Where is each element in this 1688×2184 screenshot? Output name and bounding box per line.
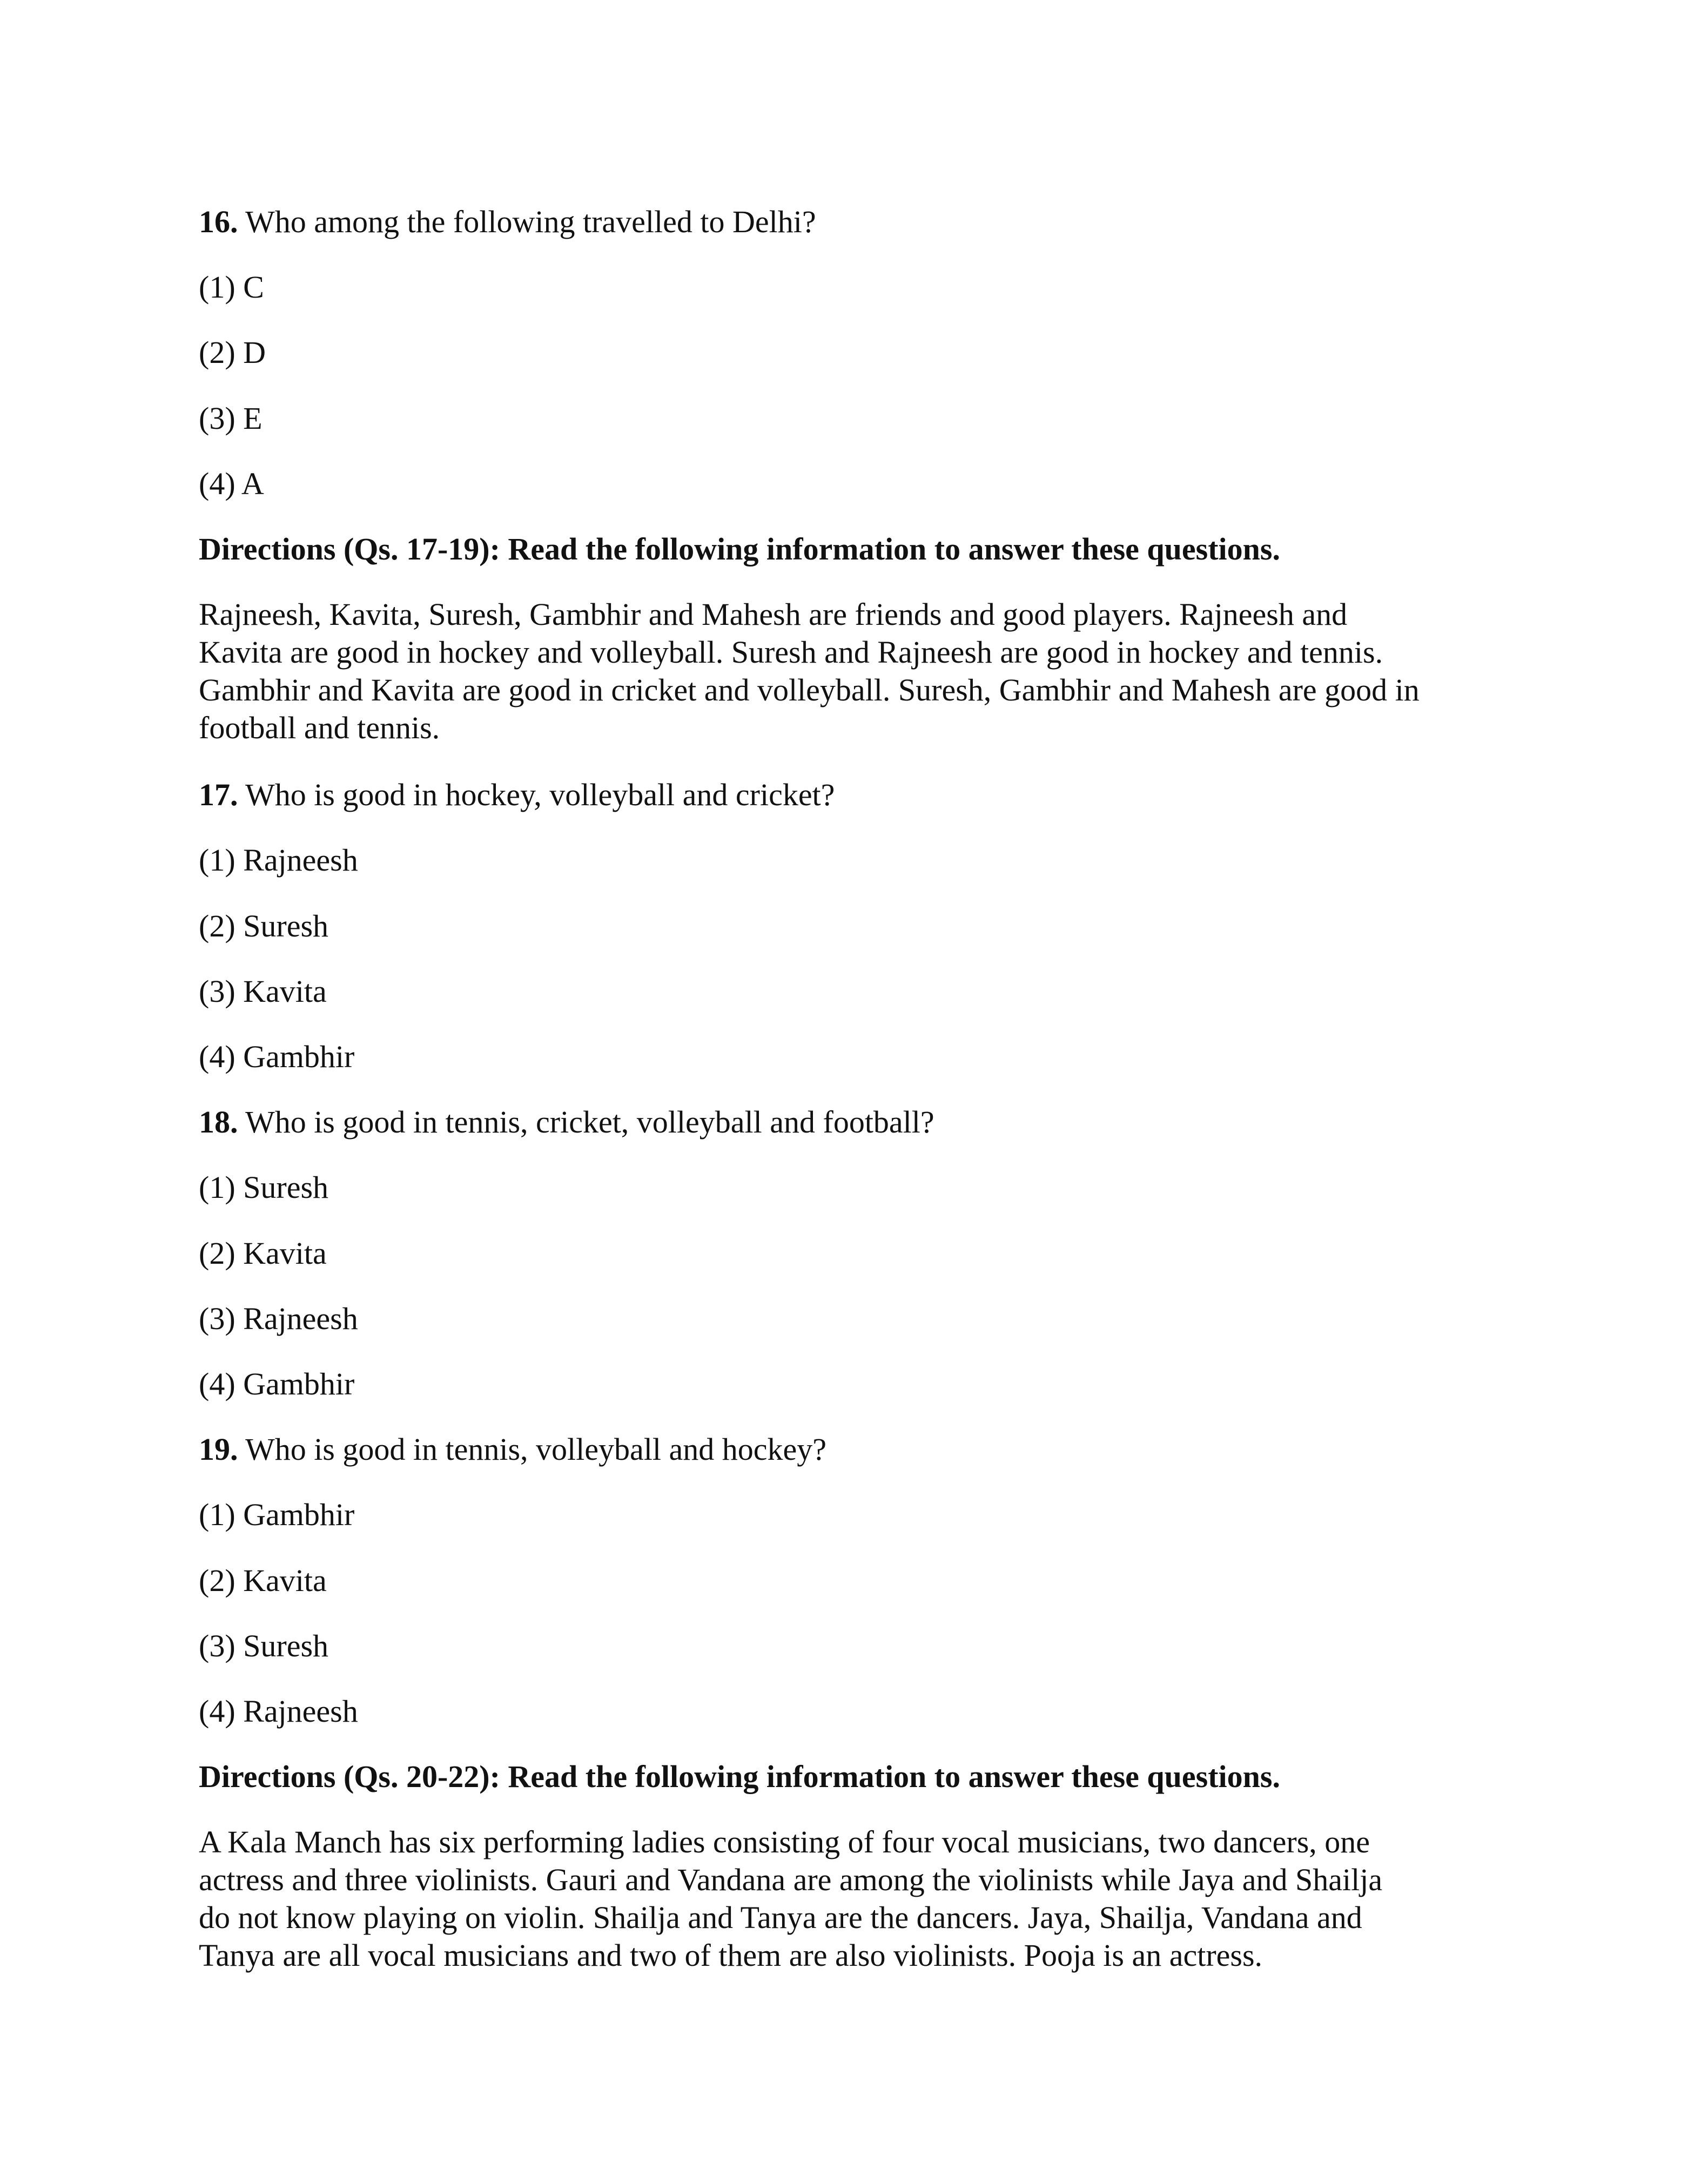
- question-17: [199, 776, 835, 814]
- option-17-3: (3) Kavita: [199, 974, 327, 1009]
- option-19-4: (4) Rajneesh: [199, 1694, 358, 1729]
- option-16-3: (3) E: [199, 401, 263, 436]
- option-19-1: (1) Gambhir: [199, 1497, 355, 1532]
- passage-line: Gambhir and Kavita are good in cricket and volleyball. Suresh, Gambhir and Mahesh are good in: [199, 672, 1420, 707]
- question-text: Who is good in hockey, volleyball and cricket?: [245, 777, 835, 812]
- passage-line: football and tennis.: [199, 710, 440, 745]
- option-16-2: (2) D: [199, 335, 266, 370]
- passage-line: A Kala Manch has six performing ladies consisting of four vocal musicians, two dancers, one: [199, 1824, 1370, 1859]
- question-text: Who is good in tennis, cricket, volleyball and football?: [245, 1104, 934, 1140]
- passage-line: actress and three violinists. Gauri and Vandana are among the violinists while Jaya and Shailja: [199, 1862, 1383, 1897]
- directions-17-19: Directions (Qs. 17-19): Read the following information to answer these questions.: [199, 531, 1280, 567]
- option-19-3: (3) Suresh: [199, 1628, 329, 1663]
- passage-line: Tanya are all vocal musicians and two of them are also violinists. Pooja is an actress.: [199, 1938, 1263, 1973]
- question-number: 18.: [199, 1104, 238, 1140]
- passage-kala-manch: [199, 1823, 1495, 1974]
- option-16-1: (1) C: [199, 269, 264, 305]
- option-17-2: (2) Suresh: [199, 908, 329, 943]
- directions-20-22: Directions (Qs. 20-22): Read the following information to answer these questions.: [199, 1759, 1280, 1794]
- passage-line: do not know playing on violin. Shailja and Tanya are the dancers. Jaya, Shailja, Vandana and: [199, 1900, 1362, 1935]
- option-19-2: (2) Kavita: [199, 1563, 327, 1598]
- question-18: [199, 1103, 934, 1141]
- passage-line: Kavita are good in hockey and volleyball. Suresh and Rajneesh are good in hockey and tennis.: [199, 635, 1383, 670]
- passage-line: Rajneesh, Kavita, Suresh, Gambhir and Mahesh are friends and good players. Rajneesh and: [199, 597, 1348, 632]
- question-16: [199, 203, 816, 241]
- question-number: 19.: [199, 1432, 238, 1467]
- question-19: [199, 1431, 826, 1468]
- option-16-4: (4) A: [199, 466, 264, 501]
- option-18-2: (2) Kavita: [199, 1236, 327, 1271]
- option-18-1: (1) Suresh: [199, 1170, 329, 1205]
- passage-players: [199, 596, 1495, 747]
- option-17-1: (1) Rajneesh: [199, 842, 358, 878]
- option-17-4: (4) Gambhir: [199, 1039, 355, 1074]
- question-text: Who is good in tennis, volleyball and hockey?: [245, 1432, 826, 1467]
- option-18-3: (3) Rajneesh: [199, 1301, 358, 1336]
- question-number: 16.: [199, 204, 238, 239]
- option-18-4: (4) Gambhir: [199, 1366, 355, 1401]
- question-text: Who among the following travelled to Delhi?: [245, 204, 816, 239]
- question-number: 17.: [199, 777, 238, 812]
